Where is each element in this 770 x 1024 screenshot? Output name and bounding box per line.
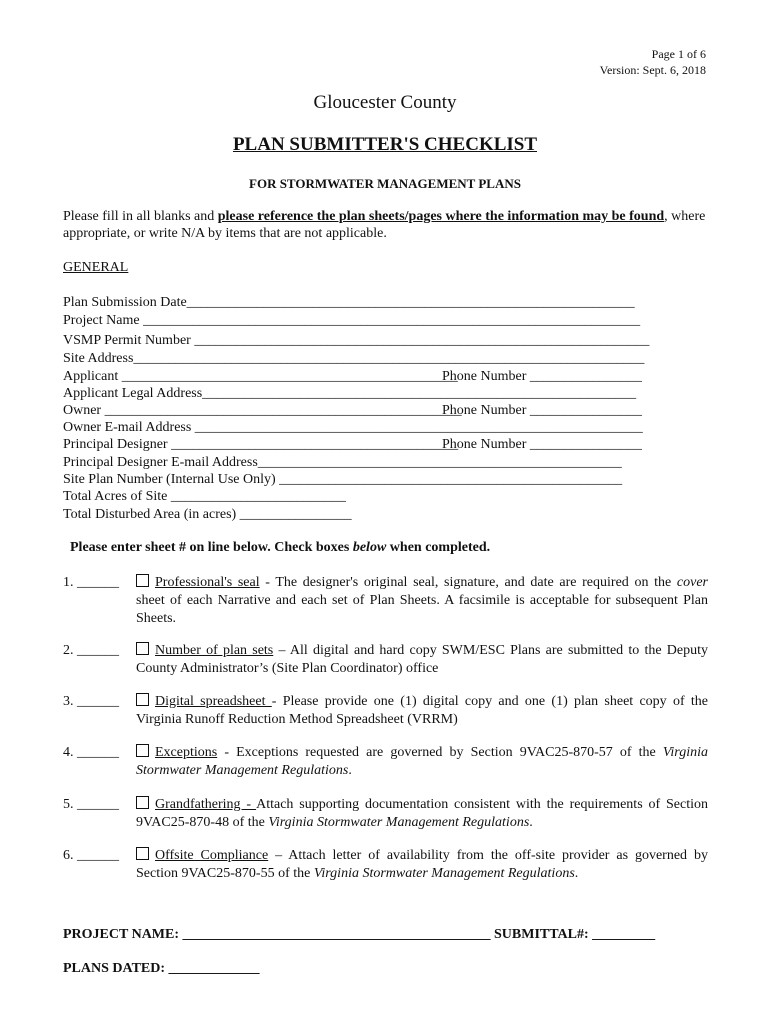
checklist-item-professional-seal [136, 574, 708, 628]
field-applicant-phone[interactable]: Phone Number ________________ [442, 369, 642, 384]
field-applicant[interactable]: Applicant ________________________________________________ [63, 369, 458, 384]
checklist-item-number-of-plan-sets [136, 642, 708, 678]
item-text: – All digital and hard copy SWM/ESC Plans are submitted to the Deputy County Administrator’s (Site Plan Coordinator) office [136, 643, 708, 676]
checkbox[interactable] [136, 693, 149, 706]
item-label: Exceptions [155, 745, 218, 760]
checklist-item-digital-spreadsheet [136, 693, 708, 729]
intro-pre: Please fill in all blanks and [63, 209, 218, 224]
field-total-acres[interactable]: Total Acres of Site _________________________ [63, 489, 346, 504]
checkbox[interactable] [136, 744, 149, 757]
item-emphasis: cover [676, 575, 708, 590]
instruction-post: when completed. [386, 540, 491, 555]
item-emphasis: Virginia Stormwater Management Regulations [268, 815, 530, 830]
item-label: Grandfathering - [155, 797, 257, 812]
county-name: Gloucester County [313, 92, 457, 113]
item-text: Attach supporting documentation consistent with the requirements of Section 9VAC25-870-48 of the [136, 797, 708, 830]
field-owner-phone[interactable]: Phone Number ________________ [442, 403, 642, 418]
item-text-cont: sheet of each Narrative and each set of Plan Sheets. A facsimile is acceptable for subsequent Plan Sheets. [136, 593, 708, 626]
instruction-emphasis: below [352, 540, 387, 555]
instruction-pre: Please enter sheet # on line below. Check boxes [70, 540, 353, 555]
field-vsmp-permit-number[interactable]: VSMP Permit Number _________________________________________________________________ [63, 333, 650, 348]
field-site-plan-number[interactable]: Site Plan Number (Internal Use Only) _________________________________________________ [63, 472, 623, 487]
field-applicant-legal-address[interactable]: Applicant Legal Address______________________________________________________________ [63, 386, 637, 401]
page-number: Page 1 of 6 [651, 47, 706, 61]
field-owner-email[interactable]: Owner E-mail Address ________________________________________________________________ [63, 420, 643, 435]
field-plan-submission-date[interactable]: Plan Submission Date________________________________________________________________ [63, 295, 635, 310]
item-label: Number of plan sets [155, 643, 274, 658]
document-subtitle: FOR STORMWATER MANAGEMENT PLANS [249, 176, 521, 191]
field-principal-designer-phone[interactable]: Phone Number ________________ [442, 437, 642, 452]
field-total-disturbed-area[interactable]: Total Disturbed Area (in acres) ________________ [63, 507, 352, 522]
intro-emphasis: please reference the plan sheets/pages where the information may be found [217, 209, 665, 224]
item-number[interactable]: 4. ______ [63, 745, 119, 760]
checklist-item-grandfathering [136, 796, 708, 832]
item-text-cont: . [574, 866, 579, 881]
checkbox[interactable] [136, 796, 149, 809]
checkbox[interactable] [136, 847, 149, 860]
item-emphasis: Virginia Stormwater Management Regulations [313, 866, 575, 881]
item-label: Offsite Compliance [155, 848, 269, 863]
intro-post: , where appropriate, or write N/A by items that are not applicable. [63, 209, 706, 241]
item-label: Professional's seal [155, 575, 260, 590]
item-text: – Attach letter of availability from the off-site provider as governed by Section 9VAC25-870-55 of the [136, 848, 708, 881]
item-text: - Exceptions requested are governed by Section 9VAC25-870-57 of the [217, 745, 663, 760]
item-emphasis: Virginia Stormwater Management Regulations [136, 745, 708, 778]
checklist-item-offsite-compliance [136, 847, 708, 883]
item-text: - Please provide one (1) digital copy and one (1) plan sheet copy of the Virginia Runoff Reduction Method Spreadsheet (VRRM) [136, 694, 708, 727]
item-number[interactable]: 6. ______ [63, 848, 119, 863]
intro-paragraph [63, 208, 713, 242]
version-label: Version: Sept. 6, 2018 [599, 63, 706, 77]
item-text-cont: . [348, 763, 352, 778]
field-owner[interactable]: Owner ___________________________________________________ [63, 403, 462, 418]
field-principal-designer-email[interactable]: Principal Designer E-mail Address____________________________________________________ [63, 455, 622, 470]
item-text: - The designer's original seal, signature, and date are required on the [259, 575, 677, 590]
item-number[interactable]: 3. ______ [63, 694, 119, 709]
instruction-line [70, 540, 490, 556]
field-project-name[interactable]: Project Name _______________________________________________________________________ [63, 313, 641, 328]
field-site-address[interactable]: Site Address_________________________________________________________________________ [63, 351, 645, 366]
item-text-cont: . [529, 815, 533, 830]
checkbox[interactable] [136, 642, 149, 655]
checkbox[interactable] [136, 574, 149, 587]
footer-plans-dated[interactable]: PLANS DATED: _____________ [63, 961, 260, 976]
item-number[interactable]: 1. ______ [63, 575, 119, 590]
document-title: PLAN SUBMITTER'S CHECKLIST [232, 134, 538, 155]
item-number[interactable]: 2. ______ [63, 643, 119, 658]
field-principal-designer[interactable]: Principal Designer _________________________________________ [63, 437, 459, 452]
item-label: Digital spreadsheet [155, 694, 272, 709]
general-heading: GENERAL [63, 260, 129, 275]
checklist-item-exceptions [136, 744, 708, 780]
footer-project-submittal[interactable]: PROJECT NAME: ____________________________________________ SUBMITTAL#: _________ [63, 927, 656, 942]
item-number[interactable]: 5. ______ [63, 797, 119, 812]
